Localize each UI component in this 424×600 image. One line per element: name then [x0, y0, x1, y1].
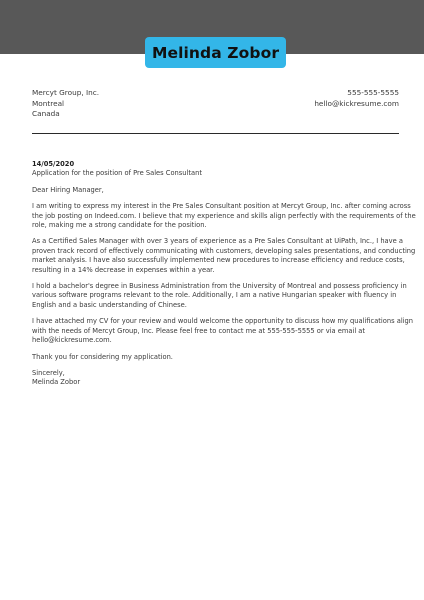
paragraph-line: I am writing to express my interest in the Pre Sales Consultant position at Mercyt Group, Inc. after coming across	[32, 202, 411, 211]
contact-email: hello@kickresume.com	[314, 98, 399, 108]
recipient-company: Mercyt Group, Inc.	[32, 88, 100, 97]
paragraph-line: resulting in a 14% decrease in expenses within a year.	[32, 265, 215, 274]
name-badge	[145, 37, 286, 68]
paragraph-line: I have attached my CV for your review and would welcome the opportunity to discuss how my qualifications align	[32, 317, 414, 326]
recipient-city: Montreal	[32, 98, 65, 108]
applicant-name: Melinda Zobor	[151, 43, 280, 62]
paragraph-line: As a Certified Sales Manager with over 3 years of experience as a Pre Sales Consultant at UiPath, Inc., I have a	[32, 237, 403, 246]
paragraph-line: I hold a bachelor's degree in Business Administration from the University of Montreal and possess proficiency in	[32, 282, 407, 291]
recipient-address	[32, 88, 99, 120]
contact-phone: 555-555-5555	[347, 88, 399, 97]
paragraph-line: English and a basic understanding of Chinese.	[32, 300, 187, 309]
letter-date: 14/05/2020	[32, 160, 75, 168]
paragraph-line: hello@kickresume.com.	[32, 336, 112, 345]
recipient-country: Canada	[32, 109, 60, 118]
applicant-contact	[314, 88, 399, 109]
closing: Sincerely,	[32, 368, 65, 377]
paragraph-line: market analysis. I have also successfully implemented new procedures to increase efficiency and reduce costs,	[32, 256, 405, 265]
paragraph-line: Thank you for considering my application.	[32, 352, 173, 361]
paragraph-2	[32, 237, 416, 275]
paragraph-line: with the needs of Mercyt Group, Inc. Please feel free to contact me at 555-555-5555 or via email at	[32, 326, 366, 335]
salutation: Dear Hiring Manager,	[32, 185, 104, 194]
paragraph-4	[32, 317, 414, 345]
paragraph-5	[32, 353, 402, 362]
letter-body	[32, 160, 416, 388]
paragraph-line: proven track record of effectively communicating with customers, developing sales presentations, and conducting	[32, 246, 416, 255]
paragraph-line: various software programs relevant to the role. Additionally, I am a native Hungarian speaker with fluency in	[32, 291, 397, 300]
paragraph-line: the job posting on Indeed.com. I believe that my experience and skills align perfectly with the requirements of the	[32, 211, 416, 220]
letter-subject: Application for the position of Pre Sales Consultant	[32, 169, 202, 178]
paragraph-1	[32, 202, 416, 230]
paragraph-3	[32, 282, 407, 310]
paragraph-line: role, making me a strong candidate for the position.	[32, 221, 207, 230]
signature: Melinda Zobor	[32, 378, 81, 387]
divider-line	[32, 133, 399, 134]
